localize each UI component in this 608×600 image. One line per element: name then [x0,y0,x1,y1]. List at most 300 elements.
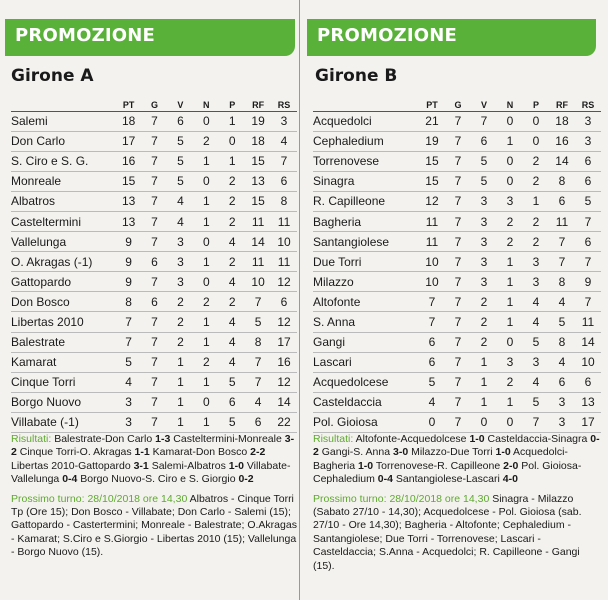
result-score: 1-1 [134,446,150,459]
team-name: Lascari [313,352,419,372]
stat-cell: 15 [116,171,142,191]
stat-cell: 2 [471,292,497,312]
section-title: PROMOZIONE [317,25,457,46]
stat-cell: 10 [419,272,445,292]
team-name: Altofonte [313,292,419,312]
stat-cell: 10 [271,232,297,252]
stat-cell: 1 [497,131,523,151]
table-row [313,211,601,231]
team-name: O. Akragas (-1) [11,252,116,272]
stat-cell: 19 [419,131,445,151]
table-row [11,352,297,372]
table-row [11,191,297,211]
stat-cell: 16 [271,352,297,372]
stat-cell: 7 [419,292,445,312]
stat-cell: 4 [219,352,245,372]
stat-cell: 8 [271,191,297,211]
table-row [11,252,297,272]
stat-cell: 2 [193,292,219,312]
table-row [11,312,297,332]
table-row [313,171,601,191]
stat-cell: 13 [116,191,142,211]
table-row [11,272,297,292]
stat-cell: 1 [497,252,523,272]
stat-cell: 3 [549,392,575,412]
stat-cell: 6 [549,372,575,392]
team-name: Balestrate [11,332,116,352]
stat-cell: 6 [575,171,601,191]
stat-cell: 16 [549,131,575,151]
stat-cell: 3 [471,272,497,292]
table-row [11,232,297,252]
stat-cell: 2 [471,312,497,332]
stat-cell: 2 [523,211,549,231]
stat-cell: 3 [167,252,193,272]
team-name: S. Anna [313,312,419,332]
team-name: Cinque Torri [11,372,116,392]
stat-cell: 14 [271,392,297,412]
stat-cell: 8 [116,292,142,312]
stat-cell: 7 [445,131,471,151]
result-score: 0-4 [62,473,78,486]
stat-cell: 6 [271,171,297,191]
stat-cell: 0 [193,171,219,191]
stat-cell: 15 [419,171,445,191]
stat-cell: 11 [575,312,601,332]
result-match: Borgo Nuovo-S. Ciro e S. Giorgio [80,473,236,486]
result-score: 1-0 [495,446,511,459]
stat-cell: 13 [245,171,271,191]
stat-cell: 8 [245,332,271,352]
stat-cell: 7 [245,292,271,312]
stat-cell: 1 [523,191,549,211]
stat-cell: 7 [419,312,445,332]
stat-cell: 7 [245,352,271,372]
stat-cell: 15 [245,191,271,211]
stat-cell: 9 [116,252,142,272]
stat-cell: 6 [575,232,601,252]
stat-cell: 14 [245,232,271,252]
stat-cell: 2 [219,252,245,272]
stat-cell: 1 [193,412,219,432]
stat-cell: 1 [497,292,523,312]
stat-cell: 0 [523,111,549,131]
stat-cell: 18 [245,131,271,151]
stat-cell: 0 [523,131,549,151]
stat-cell: 7 [142,412,168,432]
stat-cell: 2 [497,211,523,231]
team-name: Casteldaccia [313,392,419,412]
team-name: Don Bosco [11,292,116,312]
team-name: Libertas 2010 [11,312,116,332]
stat-cell: 7 [445,151,471,171]
result-score: 0-2 [313,433,600,459]
stat-cell: 6 [245,412,271,432]
result-match: Kamarat-Don Bosco [152,446,248,459]
team-name: Kamarat [11,352,116,372]
stat-cell: 1 [471,372,497,392]
stat-cell: 14 [575,332,601,352]
stat-cell: 1 [193,372,219,392]
group-title: Girone A [11,66,94,86]
stat-cell: 1 [471,392,497,412]
result-score: 0-4 [377,473,393,486]
stat-cell: 11 [245,211,271,231]
stat-cell: 7 [116,312,142,332]
stat-cell: 4 [271,131,297,151]
stat-cell: 17 [271,332,297,352]
standings-table [313,96,601,433]
team-name: Due Torri [313,252,419,272]
table-header-row: PT G V N P RF RS [11,96,297,111]
team-name: Casteltermini [11,211,116,231]
stat-cell: 7 [445,312,471,332]
team-name: Santangiolese [313,232,419,252]
next-round-block [313,493,603,573]
stat-cell: 3 [471,191,497,211]
team-name: Acquedolci [313,111,419,131]
stat-cell: 11 [419,211,445,231]
stat-cell: 7 [142,111,168,131]
stat-cell: 7 [142,272,168,292]
stat-cell: 3 [471,252,497,272]
table-row [313,272,601,292]
result-match: Casteltermini-Monreale [173,433,282,445]
table-row [313,151,601,171]
stat-cell: 6 [471,131,497,151]
stat-cell: 7 [445,272,471,292]
results-label: Risultati: [313,433,354,445]
stat-cell: 7 [142,151,168,171]
stat-cell: 5 [575,191,601,211]
team-name: Monreale [11,171,116,191]
stat-cell: 7 [142,171,168,191]
stat-cell: 9 [575,272,601,292]
stat-cell: 5 [549,312,575,332]
stat-cell: 4 [167,211,193,231]
team-name: Pol. Gioiosa [313,412,419,432]
stat-cell: 0 [193,392,219,412]
stat-cell: 15 [245,151,271,171]
results-label: Risultati: [11,433,52,445]
stat-cell: 1 [497,312,523,332]
stat-cell: 4 [116,372,142,392]
stat-cell: 6 [575,151,601,171]
stat-cell: 7 [575,252,601,272]
result-match: Casteldaccia-Sinagra [487,433,588,445]
stat-cell: 7 [142,372,168,392]
stat-cell: 3 [116,412,142,432]
stat-cell: 3 [167,272,193,292]
stat-cell: 7 [445,412,471,432]
table-row [11,211,297,231]
stat-cell: 0 [497,332,523,352]
stat-cell: 2 [167,312,193,332]
stat-cell: 3 [523,272,549,292]
table-row [313,412,601,432]
stat-cell: 5 [167,131,193,151]
section-banner [307,19,596,56]
standings-table [11,96,297,433]
stat-cell: 2 [219,211,245,231]
stat-cell: 1 [219,151,245,171]
result-match: Milazzo-Due Torri [411,446,493,459]
team-name: S. Ciro e S. G. [11,151,116,171]
stat-cell: 7 [445,211,471,231]
stat-cell: 2 [523,232,549,252]
stat-cell: 4 [219,272,245,292]
round-notes [313,433,603,573]
stat-cell: 7 [142,211,168,231]
stat-cell: 3 [549,412,575,432]
stat-cell: 12 [271,272,297,292]
stat-cell: 1 [167,372,193,392]
table-row [313,252,601,272]
stat-cell: 1 [193,332,219,352]
team-name: Salemi [11,111,116,131]
stat-cell: 7 [142,332,168,352]
stat-cell: 5 [471,171,497,191]
result-match: Torrenovese-R. Capilleone [375,459,501,472]
stat-cell: 10 [575,352,601,372]
stat-cell: 7 [445,171,471,191]
result-match: Altofonte-Acquedolcese [355,433,467,445]
round-notes [11,433,297,560]
stat-cell: 5 [471,151,497,171]
stat-cell: 2 [523,171,549,191]
stat-cell: 6 [271,292,297,312]
stat-cell: 1 [193,312,219,332]
team-name: Cephaledium [313,131,419,151]
stat-cell: 2 [523,151,549,171]
table-row [313,131,601,151]
stat-cell: 4 [245,392,271,412]
stat-cell: 3 [523,352,549,372]
result-match: Santangiolese-Lascari [395,473,500,486]
stat-cell: 8 [549,171,575,191]
stat-cell: 6 [549,191,575,211]
stat-cell: 3 [497,352,523,372]
stat-cell: 2 [219,191,245,211]
stat-cell: 5 [167,151,193,171]
stat-cell: 7 [142,191,168,211]
stat-cell: 4 [167,191,193,211]
stat-cell: 3 [116,392,142,412]
column-girone-b [303,0,608,600]
stat-cell: 7 [471,111,497,131]
stat-cell: 7 [575,211,601,231]
stat-cell: 7 [445,392,471,412]
result-score: 3-1 [133,459,149,472]
table-row [11,392,297,412]
stat-cell: 7 [142,131,168,151]
stat-cell: 0 [193,232,219,252]
stat-cell: 14 [549,151,575,171]
stat-cell: 4 [219,232,245,252]
stat-cell: 1 [167,412,193,432]
team-name: Borgo Nuovo [11,392,116,412]
stat-cell: 2 [471,332,497,352]
stat-cell: 4 [549,292,575,312]
stat-cell: 6 [219,392,245,412]
stat-cell: 17 [116,131,142,151]
result-match: Balestrate-Don Carlo [54,433,153,445]
result-score: 1-3 [155,433,171,445]
result-match: Salemi-Albatros [151,459,226,472]
stat-cell: 17 [575,412,601,432]
stat-cell: 3 [271,111,297,131]
stat-cell: 3 [575,111,601,131]
results-block [11,433,297,487]
table-row [11,131,297,151]
stat-cell: 1 [193,191,219,211]
stat-cell: 5 [219,412,245,432]
stat-cell: 7 [549,252,575,272]
stat-cell: 1 [193,211,219,231]
stat-cell: 0 [497,412,523,432]
stat-cell: 22 [271,412,297,432]
stat-cell: 6 [575,372,601,392]
stat-cell: 5 [523,392,549,412]
stat-cell: 19 [245,111,271,131]
team-name: Gangi [313,332,419,352]
stat-cell: 9 [116,272,142,292]
next-round-text: Sinagra - Milazzo (Sabato 27/10 - 14,30); Acquedolcese - Pol. Gioiosa (sab. 27/10 - Ore 14,30); Bagheria - Altofonte; Cephaledium - Santangiolese; Due Torri - Torrenovese; Lascari - Casteldaccia; S.Anna - Acquedolci; R. Capilleone - Gangi (15). [313,492,582,572]
stat-cell: 10 [419,252,445,272]
stat-cell: 4 [219,332,245,352]
table-row [313,191,601,211]
stat-cell: 8 [549,272,575,292]
stat-cell: 11 [271,252,297,272]
stat-cell: 5 [419,372,445,392]
stat-cell: 7 [549,232,575,252]
team-name: Torrenovese [313,151,419,171]
result-score: 2-2 [250,446,266,459]
stat-cell: 1 [193,151,219,171]
result-score: 1-0 [357,459,374,472]
stat-cell: 0 [419,412,445,432]
stat-cell: 4 [419,392,445,412]
stat-cell: 11 [419,232,445,252]
next-round-label: Prossimo turno: 28/10/2018 ore 14,30 [11,492,188,505]
stat-cell: 8 [549,332,575,352]
stat-cell: 2 [219,292,245,312]
stat-cell: 12 [271,312,297,332]
stat-cell: 4 [549,352,575,372]
stat-cell: 4 [523,372,549,392]
stat-cell: 7 [445,352,471,372]
result-match: Pol. Gioiosa-Cephaledium [313,459,582,486]
stat-cell: 1 [219,111,245,131]
result-match: Acquedolci-Bagheria [313,446,568,472]
stat-cell: 2 [219,171,245,191]
stat-cell: 6 [419,332,445,352]
stat-cell: 7 [445,372,471,392]
stat-cell: 7 [245,372,271,392]
stat-cell: 1 [471,352,497,372]
stat-cell: 2 [193,131,219,151]
stat-cell: 4 [523,312,549,332]
stat-cell: 18 [549,111,575,131]
stat-cell: 0 [193,111,219,131]
stat-cell: 7 [142,392,168,412]
table-row [313,111,601,131]
team-name: R. Capilleone [313,191,419,211]
stat-cell: 3 [497,191,523,211]
table-row [313,312,601,332]
stat-cell: 15 [419,151,445,171]
stat-cell: 12 [271,372,297,392]
stat-cell: 3 [471,232,497,252]
table-row [11,412,297,432]
stat-cell: 5 [245,312,271,332]
stat-cell: 7 [523,412,549,432]
stat-cell: 0 [193,272,219,292]
stat-cell: 6 [142,292,168,312]
stat-cell: 4 [523,292,549,312]
team-name: Bagheria [313,211,419,231]
team-name: Vallelunga [11,232,116,252]
stat-cell: 7 [445,232,471,252]
stat-cell: 0 [497,111,523,131]
result-match: Villabate-Vallelunga [11,459,291,486]
stat-cell: 7 [116,332,142,352]
stat-cell: 7 [445,111,471,131]
next-round-label: Prossimo turno: 28/10/2018 ore 14,30 [313,492,490,505]
table-row [11,171,297,191]
result-score: 3-2 [11,433,295,459]
stat-cell: 7 [445,292,471,312]
table-header-row: PT G V N P RF RS [313,96,601,111]
team-name: Milazzo [313,272,419,292]
stat-cell: 2 [193,352,219,372]
stat-cell: 6 [167,111,193,131]
stat-cell: 7 [271,151,297,171]
stat-cell: 3 [167,232,193,252]
table-row [313,232,601,252]
stat-cell: 7 [445,252,471,272]
result-match: Gangi-S. Anna [321,446,391,459]
stat-cell: 12 [419,191,445,211]
stat-cell: 0 [497,171,523,191]
stat-cell: 10 [245,272,271,292]
stat-cell: 7 [575,292,601,312]
stat-cell: 2 [167,292,193,312]
team-name: Gattopardo [11,272,116,292]
stat-cell: 13 [575,392,601,412]
table-row [313,352,601,372]
next-round-block [11,493,297,560]
team-name: Don Carlo [11,131,116,151]
stat-cell: 0 [497,151,523,171]
next-round-text: Albatros - Cinque Torri Tp (Ore 15); Don Bosco - Villabate; Don Carlo - Salemi (15); Gattopardo - Castertermini; Monreale - Balestrate; O.Akragas - Kamarat; S.Ciro e S.Giorgio - Libertas 2010 (15); Vallelunga - Borgo Nuovo (15). [11,492,297,559]
table-row [313,372,601,392]
stat-cell: 9 [116,232,142,252]
table-row [11,292,297,312]
stat-cell: 6 [419,352,445,372]
results-block [313,433,603,487]
stat-cell: 1 [167,352,193,372]
table-row [313,332,601,352]
table-row [11,151,297,171]
stat-cell: 4 [219,312,245,332]
group-title: Girone B [315,66,398,86]
table-row [11,372,297,392]
result-score: 2-0 [503,459,519,472]
stat-cell: 7 [142,232,168,252]
stat-cell: 11 [549,211,575,231]
stat-cell: 13 [116,211,142,231]
